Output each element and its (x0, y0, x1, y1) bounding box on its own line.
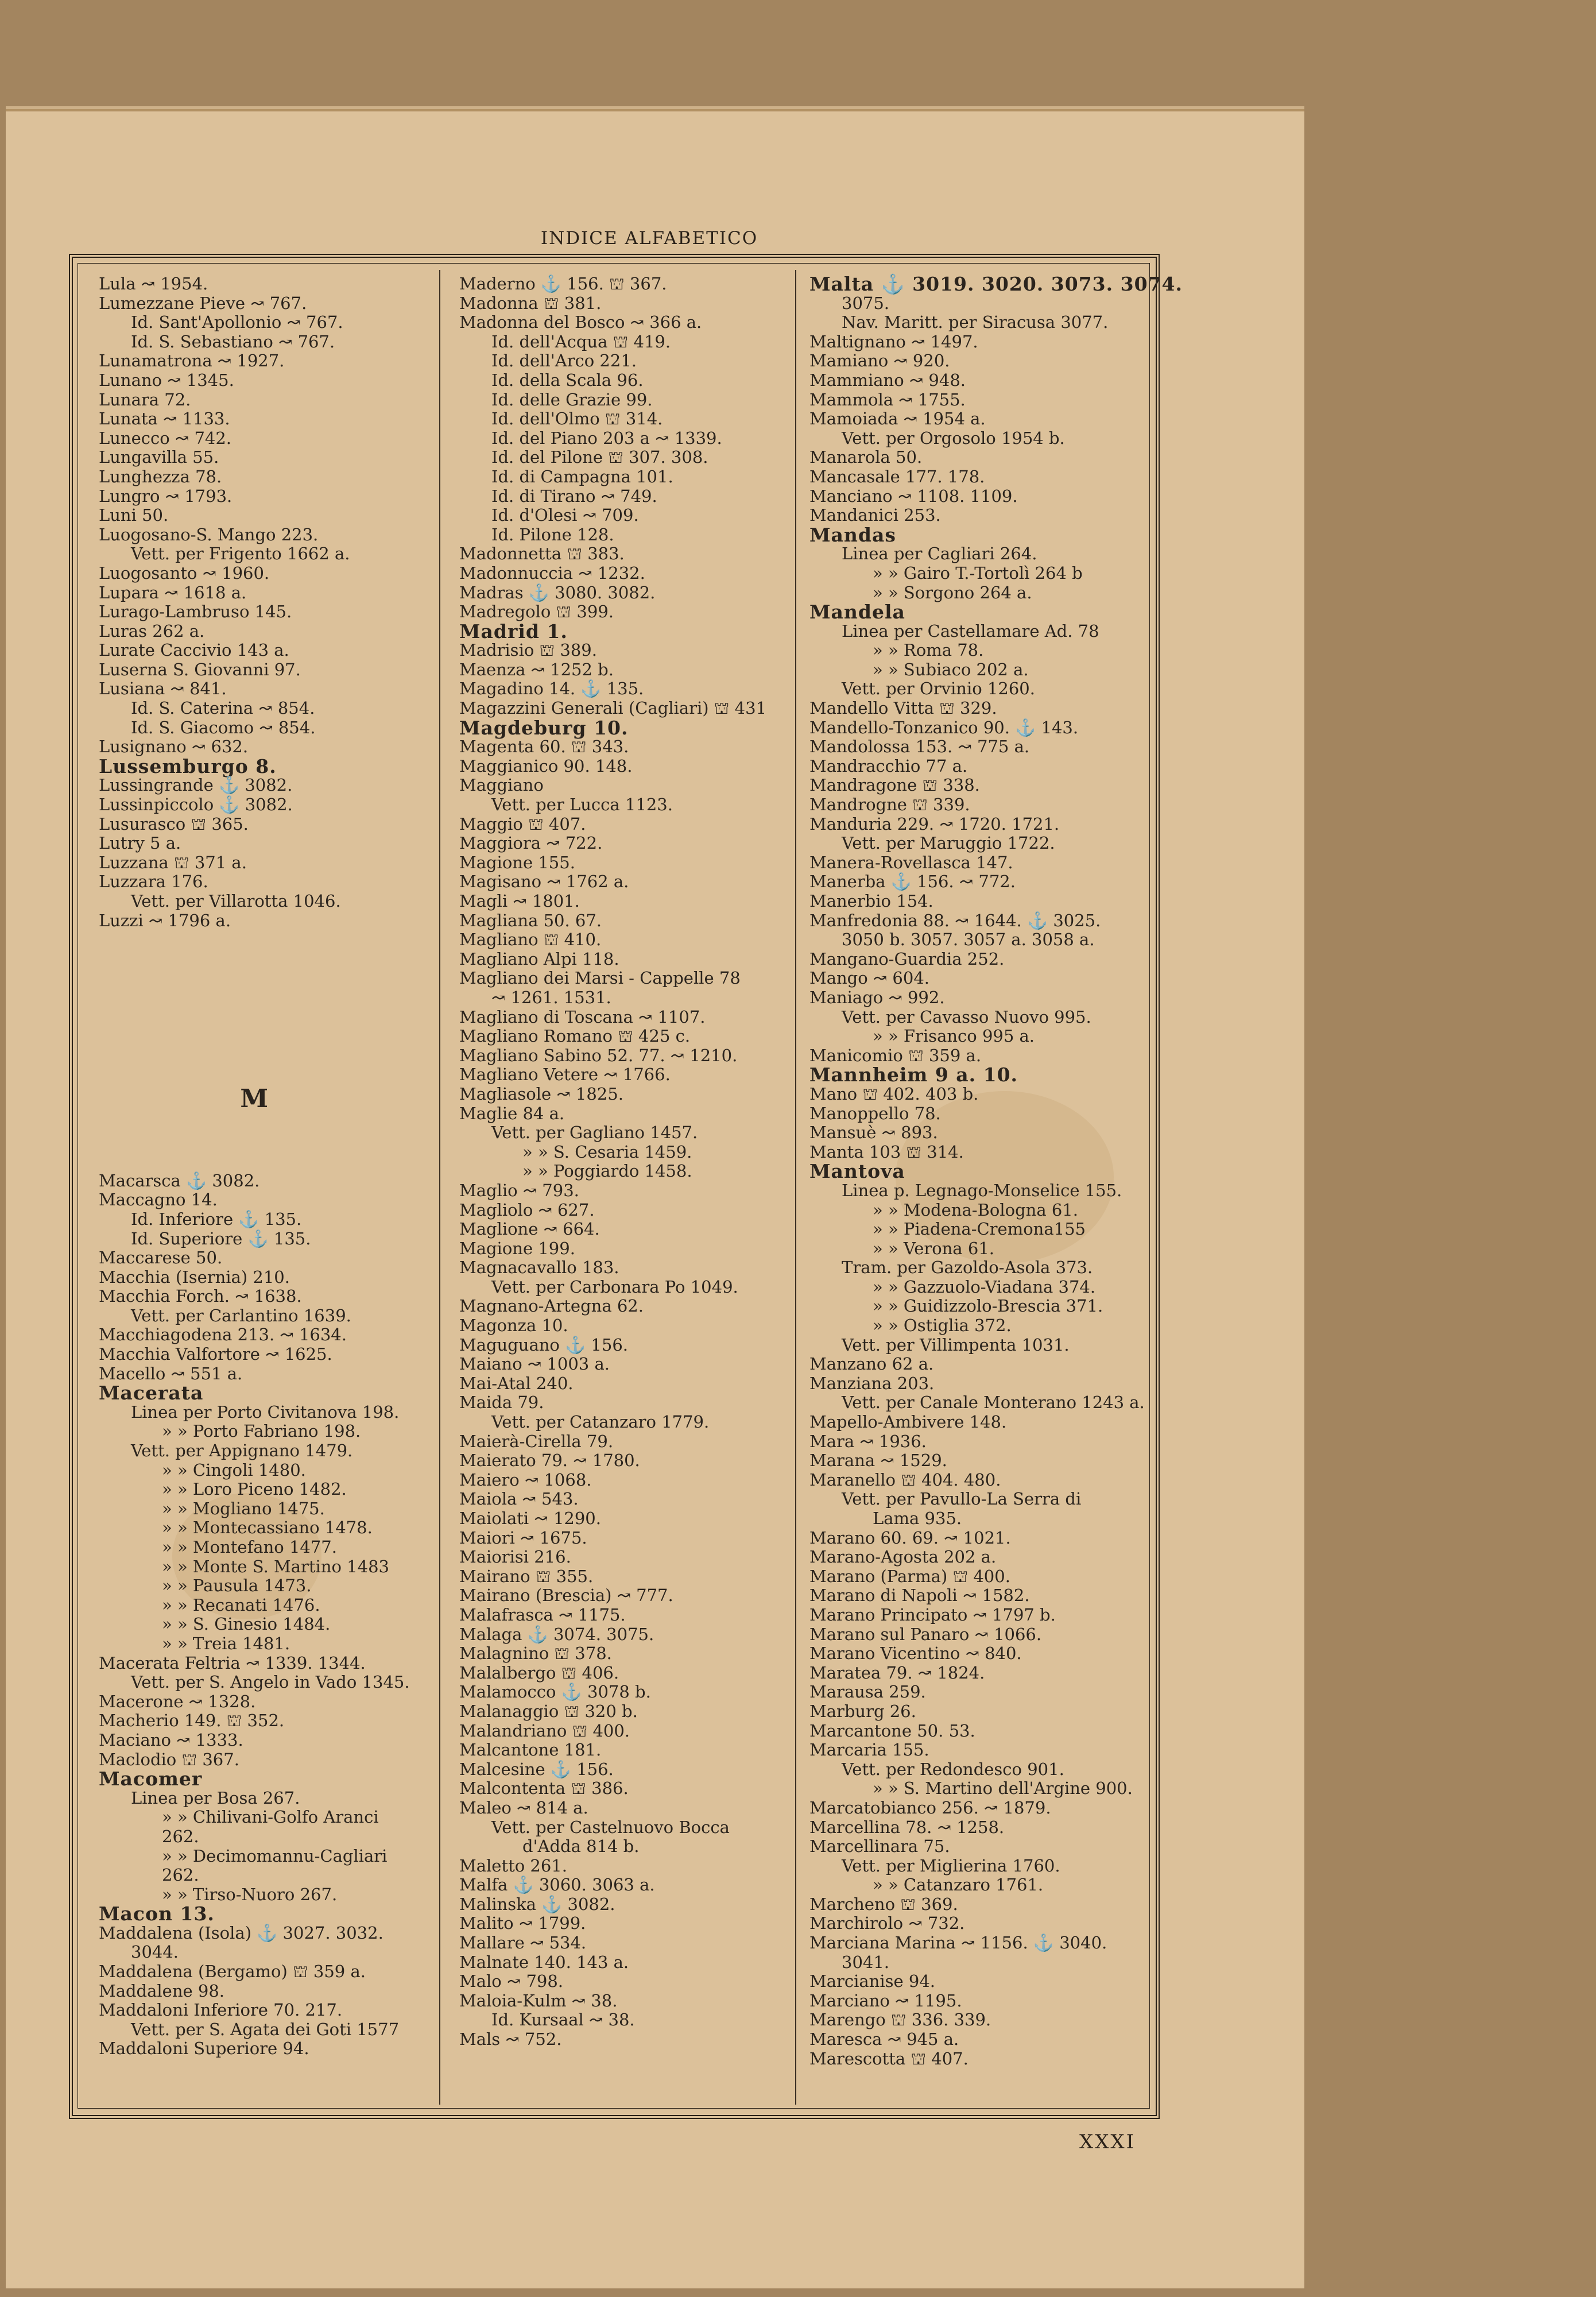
index-entry: Luogosano-S. Mango 223. (99, 524, 319, 544)
index-entry: ↝ 1261. 1531. (491, 987, 611, 1007)
index-entry: 3050 b. 3057. 3057 a. 3058 a. (842, 930, 1095, 950)
index-entry: » » Subiaco 202 a. (873, 659, 1029, 679)
index-entry: Mandolossa 153. ↝ 775 a. (809, 737, 1030, 757)
index-entry: Malanaggio ⛫ 320 b. (459, 1701, 638, 1721)
index-entry: Luni 50. (99, 505, 169, 525)
index-entry: d'Adda 814 b. (522, 1836, 640, 1857)
index-entry: Luogosanto ↝ 1960. (99, 563, 270, 583)
index-entry: Malcontenta ⛫ 386. (459, 1778, 629, 1799)
index-entry: Macherio 149. ⛫ 352. (99, 1711, 285, 1731)
index-entry: 3075. (842, 293, 890, 313)
index-entry: Lunano ↝ 1345. (99, 370, 234, 390)
index-entry: Magliano Vetere ↝ 1766. (459, 1065, 671, 1085)
index-entry: Luzzi ↝ 1796 a. (99, 910, 231, 930)
index-entry: Mammiano ↝ 948. (809, 370, 966, 390)
index-entry: » » Monte S. Martino 1483 (162, 1556, 389, 1576)
index-entry: Marano di Napoli ↝ 1582. (809, 1586, 1030, 1606)
index-entry: Malo ↝ 798. (459, 1971, 564, 1991)
index-entry: Mapello-Ambivere 148. (809, 1412, 1007, 1432)
index-entry: » » Pausula 1473. (162, 1576, 312, 1596)
index-entry: Manta 103 ⛫ 314. (809, 1142, 964, 1162)
index-entry: Magliano Romano ⛫ 425 c. (459, 1026, 691, 1046)
index-entry: Maggiora ↝ 722. (459, 833, 603, 853)
index-entry: Lurate Caccivio 143 a. (99, 640, 289, 660)
index-entry: Mals ↝ 752. (459, 2029, 562, 2049)
index-entry: Maniago ↝ 992. (809, 987, 945, 1007)
index-entry: Malaga ⚓ 3074. 3075. (459, 1624, 654, 1644)
index-entry: Vett. per S. Angelo in Vado 1345. (131, 1672, 410, 1692)
index-entry: Vett. per Gagliano 1457. (491, 1123, 698, 1143)
index-entry: Lunamatrona ↝ 1927. (99, 351, 285, 371)
index-entry: » » Frisanco 995 a. (873, 1026, 1035, 1046)
index-entry: Manziana 203. (809, 1373, 935, 1393)
index-entry: » » Guidizzolo-Brescia 371. (873, 1296, 1103, 1316)
index-entry: » » Gazzuolo-Viadana 374. (873, 1277, 1096, 1297)
index-entry: Magnacavallo 183. (459, 1258, 619, 1278)
index-entry: Maggio ⛫ 407. (459, 814, 586, 834)
index-entry: Lusiana ↝ 841. (99, 679, 227, 699)
index-entry: Vett. per Miglierina 1760. (842, 1855, 1060, 1876)
index-entry: Malalbergo ⛫ 406. (459, 1662, 619, 1683)
index-entry: Mancasale 177. 178. (809, 466, 985, 486)
index-entry: Marano Vicentino ↝ 840. (809, 1644, 1022, 1664)
index-entry: Macchia Forch. ↝ 1638. (99, 1286, 302, 1306)
index-entry: Lumezzane Pieve ↝ 767. (99, 293, 307, 313)
index-entry: Maddaloni Inferiore 70. 217. (99, 2000, 343, 2020)
index-entry: Malnate 140. 143 a. (459, 1952, 629, 1972)
index-entry: M (240, 1084, 269, 1113)
index-entry: Manicomio ⛫ 359 a. (809, 1045, 982, 1065)
index-entry: Manerbio 154. (809, 891, 933, 911)
index-entry: Id. d'Olesi ↝ 709. (491, 505, 639, 525)
index-entry: Maiolati ↝ 1290. (459, 1509, 601, 1528)
index-entry: Marburg 26. (809, 1701, 916, 1721)
index-entry: Marchirolo ↝ 732. (809, 1913, 965, 1933)
index-entry: Maleo ↝ 814 a. (459, 1797, 588, 1818)
index-entry: Malfa ⚓ 3060. 3063 a. (459, 1875, 655, 1895)
index-entry: Maloia-Kulm ↝ 38. (459, 1990, 618, 2010)
index-entry: Mansuè ↝ 893. (809, 1123, 938, 1143)
index-entry: » » Gairo T.-Tortolì 264 b (873, 563, 1083, 583)
index-column-1 (99, 274, 410, 2059)
index-entry: Vett. per Appignano 1479. (131, 1441, 353, 1461)
index-entry: Marcellinara 75. (809, 1836, 950, 1857)
index-entry: Lungro ↝ 1793. (99, 486, 233, 506)
index-entry: Vett. per Lucca 1123. (491, 795, 673, 815)
index-entry: Mannheim 9 a. 10. (809, 1064, 1018, 1086)
index-entry: Magliano ⛫ 410. (459, 930, 602, 950)
index-entry (99, 930, 410, 950)
index-entry: Marano Principato ↝ 1797 b. (809, 1604, 1056, 1625)
index-entry: Vett. per Carbonara Po 1049. (491, 1277, 738, 1297)
index-entry: Id. del Pilone ⛫ 307. 308. (491, 447, 708, 467)
index-entry: Luras 262 a. (99, 621, 205, 641)
index-entry (99, 1113, 410, 1133)
index-entry: » » Catanzaro 1761. (873, 1875, 1044, 1895)
column-divider (795, 270, 796, 2105)
index-entry: Maiola ↝ 543. (459, 1489, 579, 1509)
index-entry: Nav. Maritt. per Siracusa 3077. (842, 312, 1109, 332)
index-entry: Lutry 5 a. (99, 833, 181, 853)
index-entry: Maida 79. (459, 1393, 544, 1413)
index-entry: Mandela (809, 601, 905, 624)
index-entry (99, 969, 410, 988)
index-entry: Mango ↝ 604. (809, 968, 929, 988)
index-entry: Madras ⚓ 3080. 3082. (459, 582, 656, 602)
index-entry: Maratea 79. ↝ 1824. (809, 1662, 985, 1683)
index-entry: Marcianise 94. (809, 1971, 935, 1991)
index-entry: Malito ↝ 1799. (459, 1913, 586, 1933)
index-entry: Marcellina 78. ↝ 1258. (809, 1817, 1005, 1837)
index-entry: Id. S. Giacomo ↝ 854. (131, 717, 316, 737)
index-entry: Macchiagodena 213. ↝ 1634. (99, 1325, 347, 1345)
index-entry: Marengo ⛫ 336. 339. (809, 2010, 991, 2030)
index-entry: Magliano Alpi 118. (459, 949, 619, 969)
index-entry: Maggiano (459, 775, 544, 795)
index-entry: Maresca ↝ 945 a. (809, 2029, 959, 2049)
index-entry: » » Porto Fabriano 198. (162, 1421, 361, 1441)
index-entry: Madrid 1. (459, 620, 568, 643)
index-entry: Magisano ↝ 1762 a. (459, 872, 629, 892)
index-entry: Lunecco ↝ 742. (99, 428, 232, 448)
index-entry: Id. di Tirano ↝ 749. (491, 486, 657, 506)
index-entry: Marano 60. 69. ↝ 1021. (809, 1528, 1011, 1548)
index-entry: Tram. per Gazoldo-Asola 373. (842, 1258, 1093, 1278)
index-entry: Vett. per Villimpenta 1031. (842, 1335, 1070, 1355)
index-entry: Magliasole ↝ 1825. (459, 1084, 623, 1104)
index-entry: Mantova (809, 1160, 905, 1183)
index-entry: Vett. per Villarotta 1046. (131, 891, 341, 911)
index-entry: Marcantone 50. 53. (809, 1720, 975, 1741)
index-entry (99, 1046, 410, 1066)
index-entry: Mallare ↝ 534. (459, 1933, 587, 1953)
index-entry: Maierà-Cirella 79. (459, 1431, 614, 1451)
index-entry: Maierato 79. ↝ 1780. (459, 1451, 640, 1471)
index-entry: Manerba ⚓ 156. ↝ 772. (809, 872, 1016, 892)
index-entry: Manfredonia 88. ↝ 1644. ⚓ 3025. (809, 910, 1101, 930)
index-entry: Vett. per Frigento 1662 a. (131, 544, 350, 564)
index-entry: Macchia Valfortore ↝ 1625. (99, 1344, 332, 1364)
index-entry: Maddalena (Isola) ⚓ 3027. 3032. (99, 1923, 383, 1943)
index-column-2 (459, 274, 766, 2049)
index-entry: Madonna del Bosco ↝ 366 a. (459, 312, 702, 332)
index-entry: Marescotta ⛫ 407. (809, 2048, 969, 2068)
index-entry: Vett. per Castelnuovo Bocca (491, 1817, 730, 1837)
index-entry: Mara ↝ 1936. (809, 1431, 927, 1451)
index-entry: » » Piadena-Cremona155 (873, 1219, 1086, 1239)
index-entry: 3041. (842, 1952, 890, 1972)
index-entry: Mandello-Tonzanico 90. ⚓ 143. (809, 717, 1079, 737)
index-entry: Maltignano ↝ 1497. (809, 331, 978, 351)
index-entry: Mairano (Brescia) ↝ 777. (459, 1586, 673, 1606)
index-entry: Magliolo ↝ 627. (459, 1200, 595, 1220)
index-entry: » » Chilivani-Golfo Aranci (162, 1807, 379, 1827)
index-entry: Maddaloni Superiore 94. (99, 2039, 309, 2059)
index-entry: Manciano ↝ 1108. 1109. (809, 486, 1018, 506)
index-entry: Lunata ↝ 1133. (99, 409, 230, 429)
index-entry: Mano ⛫ 402. 403 b. (809, 1084, 979, 1104)
index-entry: Vett. per Maruggio 1722. (842, 833, 1055, 853)
index-entry: Vett. per Cavasso Nuovo 995. (842, 1007, 1091, 1027)
index-entry: Magadino 14. ⚓ 135. (459, 679, 644, 699)
index-entry: Magazzini Generali (Cagliari) ⛫ 431 (459, 698, 767, 718)
index-entry: Malta ⚓ 3019. 3020. 3073. 3074. (809, 273, 1183, 295)
index-entry: Magonza 10. (459, 1316, 568, 1336)
index-entry: Id. Kursaal ↝ 38. (491, 2010, 635, 2030)
index-entry: Vett. per S. Agata dei Goti 1577 (131, 2019, 400, 2039)
index-column-3 (809, 274, 1183, 2068)
index-entry: Linea per Castellamare Ad. 78 (842, 621, 1099, 641)
index-entry: » » Poggiardo 1458. (522, 1161, 692, 1181)
index-entry: Mandello Vitta ⛫ 329. (809, 698, 997, 718)
index-entry: Malcantone 181. (459, 1740, 602, 1760)
index-entry: Id. Pilone 128. (491, 524, 614, 544)
index-entry: Maderno ⚓ 156. ⛫ 367. (459, 274, 667, 293)
index-entry: Marciana Marina ↝ 1156. ⚓ 3040. (809, 1933, 1107, 1953)
index-entry: Id. S. Caterina ↝ 854. (131, 698, 315, 718)
index-entry: » » Verona 61. (873, 1238, 994, 1258)
index-entry: Id. Superiore ⚓ 135. (131, 1228, 311, 1248)
index-entry: Maddalena (Bergamo) ⛫ 359 a. (99, 1962, 366, 1982)
index-entry: Lussemburgo 8. (99, 755, 277, 778)
index-entry: Lama 935. (873, 1509, 962, 1528)
index-entry: Mandracchio 77 a. (809, 756, 968, 776)
index-entry: Magnano-Artegna 62. (459, 1296, 644, 1316)
index-entry: Magdeburg 10. (459, 716, 629, 739)
index-entry: Mai-Atal 240. (459, 1373, 574, 1393)
index-entry: Maiero ↝ 1068. (459, 1470, 592, 1490)
index-entry: Lurago-Lambruso 145. (99, 602, 292, 622)
index-entry: Id. della Scala 96. (491, 370, 644, 390)
index-entry: Magliano dei Marsi - Cappelle 78 (459, 968, 741, 988)
index-entry: Madonnuccia ↝ 1232. (459, 563, 645, 583)
index-entry: Linea per Porto Civitanova 198. (131, 1402, 400, 1422)
column-divider (439, 270, 440, 2105)
index-entry: Vett. per Carlantino 1639. (131, 1305, 351, 1325)
index-entry: Linea p. Legnago-Monselice 155. (842, 1180, 1122, 1200)
index-entry: Id. dell'Acqua ⛫ 419. (491, 331, 671, 351)
index-entry: Mandragone ⛫ 338. (809, 775, 980, 795)
index-entry: Maguguano ⚓ 156. (459, 1335, 629, 1355)
index-entry: Maglione ↝ 664. (459, 1219, 600, 1239)
index-entry: Mangano-Guardia 252. (809, 949, 1005, 969)
index-entry: Maciano ↝ 1333. (99, 1730, 243, 1750)
index-entry: Id. Inferiore ⚓ 135. (131, 1209, 302, 1229)
index-entry: » » Montecassiano 1478. (162, 1518, 373, 1538)
index-entry: Lusignano ↝ 632. (99, 737, 249, 757)
index-entry: Malamocco ⚓ 3078 b. (459, 1682, 651, 1702)
index-entry: Macchia (Isernia) 210. (99, 1267, 290, 1287)
index-entry (99, 1152, 410, 1171)
index-entry: Maddalene 98. (99, 1981, 225, 2001)
index-entry: Maiorisi 216. (459, 1547, 571, 1567)
index-entry: Luserna S. Giovanni 97. (99, 659, 301, 679)
index-entry: Maglio ↝ 793. (459, 1180, 579, 1200)
index-entry: Magliano Sabino 52. 77. ↝ 1210. (459, 1045, 738, 1065)
index-entry: Lungavilla 55. (99, 447, 219, 467)
index-entry: Linea per Bosa 267. (131, 1788, 300, 1808)
index-entry: Vett. per Orgosolo 1954 b. (842, 428, 1065, 448)
index-entry: » » S. Martino dell'Argine 900. (873, 1778, 1133, 1799)
index-entry: Manoppello 78. (809, 1103, 941, 1123)
index-entry: Vett. per Catanzaro 1779. (491, 1412, 710, 1432)
index-entry: Id. Sant'Apollonio ↝ 767. (131, 312, 343, 332)
index-entry: Vett. per Pavullo-La Serra di (842, 1489, 1082, 1509)
index-entry: Magli ↝ 1801. (459, 891, 580, 911)
index-entry: Maletto 261. (459, 1855, 567, 1876)
index-entry (99, 1027, 410, 1046)
index-entry: Lunara 72. (99, 389, 191, 409)
index-entry: Vett. per Canale Monterano 1243 a. (842, 1393, 1145, 1413)
index-entry: Lunghezza 78. (99, 466, 222, 486)
index-entry: Mamoiada ↝ 1954 a. (809, 409, 986, 429)
index-entry: Vett. per Redondesco 901. (842, 1759, 1064, 1779)
index-entry: Magione 155. (459, 852, 575, 872)
index-entry: » » Mogliano 1475. (162, 1498, 325, 1518)
index-entry: Macello ↝ 551 a. (99, 1363, 243, 1383)
index-entry: Macarsca ⚓ 3082. (99, 1170, 260, 1190)
index-entry: Malinska ⚓ 3082. (459, 1894, 615, 1914)
index-entry: Madonna ⛫ 381. (459, 293, 602, 313)
index-entry: Mandas (809, 523, 896, 546)
index-entry: Maccagno 14. (99, 1190, 218, 1210)
index-entry: Id. delle Grazie 99. (491, 389, 653, 409)
index-entry: » » Modena-Bologna 61. (873, 1200, 1078, 1220)
page-number: XXXI (1079, 2130, 1136, 2153)
index-entry: Manzano 62 a. (809, 1354, 934, 1374)
index-entry (99, 1133, 410, 1153)
index-entry: Lusurasco ⛫ 365. (99, 814, 249, 834)
index-entry: Manarola 50. (809, 447, 923, 467)
index-entry: Mandrogne ⛫ 339. (809, 795, 970, 815)
index-entry: Luzzana ⛫ 371 a. (99, 852, 247, 872)
index-entry: Id. dell'Arco 221. (491, 351, 637, 371)
index-entry: Marana ↝ 1529. (809, 1451, 947, 1471)
index-entry: » » Sorgono 264 a. (873, 582, 1032, 602)
index-entry: » » Roma 78. (873, 640, 984, 660)
index-entry: Lussinpiccolo ⚓ 3082. (99, 795, 293, 815)
index-entry: Maccarese 50. (99, 1248, 223, 1268)
index-entry: Lupara ↝ 1618 a. (99, 582, 247, 602)
index-entry: » » Cingoli 1480. (162, 1460, 306, 1480)
index-entry: 3044. (131, 1942, 179, 1962)
index-entry: Magliana 50. 67. (459, 910, 602, 930)
index-entry: » » S. Cesaria 1459. (522, 1142, 692, 1162)
index-entry: Malagnino ⛫ 378. (459, 1644, 612, 1664)
index-entry (99, 988, 410, 1008)
index-entry: Magliano di Toscana ↝ 1107. (459, 1007, 706, 1027)
index-entry: Id. del Piano 203 a ↝ 1339. (491, 428, 722, 448)
index-entry: Vett. per Orvinio 1260. (842, 679, 1035, 699)
index-entry: Maranello ⛫ 404. 480. (809, 1470, 1001, 1490)
index-entry: Macomer (99, 1768, 203, 1791)
index-entry: » » Treia 1481. (162, 1633, 290, 1653)
index-entry: Lula ↝ 1954. (99, 274, 208, 293)
index-entry: Marano (Parma) ⛫ 400. (809, 1566, 1010, 1586)
index-entry: 262. (162, 1826, 199, 1846)
index-entry: Marano-Agosta 202 a. (809, 1547, 997, 1567)
index-entry: Macerone ↝ 1328. (99, 1691, 256, 1711)
page-header: INDICE ALFABETICO (540, 228, 758, 249)
index-entry: Maiano ↝ 1003 a. (459, 1354, 610, 1374)
index-entry: Mammola ↝ 1755. (809, 389, 966, 409)
index-entry: Maglie 84 a. (459, 1103, 565, 1123)
index-entry: Magione 199. (459, 1238, 575, 1258)
index-entry: Maggianico 90. 148. (459, 756, 633, 776)
index-entry (99, 1008, 410, 1027)
index-entry: Macerata Feltria ↝ 1339. 1344. (99, 1653, 366, 1673)
index-entry: Marausa 259. (809, 1682, 926, 1702)
index-entry: Marciano ↝ 1195. (809, 1990, 962, 2010)
index-entry (99, 950, 410, 969)
index-entry: » » Decimomannu-Cagliari (162, 1846, 388, 1866)
index-entry (99, 1065, 410, 1085)
index-entry: Macerata (99, 1382, 204, 1405)
index-entry: Madregolo ⛫ 399. (459, 602, 614, 622)
index-entry: 262. (162, 1865, 199, 1885)
index-entry: Maiori ↝ 1675. (459, 1528, 587, 1548)
index-entry: Id. dell'Olmo ⛫ 314. (491, 409, 663, 429)
index-entry: » » Loro Piceno 1482. (162, 1479, 347, 1499)
index-entry: Mairano ⛫ 355. (459, 1566, 594, 1586)
index-entry: Macon 13. (99, 1902, 215, 1925)
index-entry: Luzzara 176. (99, 872, 208, 892)
index-entry: Manera-Rovellasca 147. (809, 852, 1013, 872)
index-entry: Linea per Cagliari 264. (842, 544, 1037, 564)
index-entry: » » Montefano 1477. (162, 1537, 337, 1557)
index-entry: Maenza ↝ 1252 b. (459, 659, 614, 679)
index-entry: Mandanici 253. (809, 505, 941, 525)
index-entry: » » S. Ginesio 1484. (162, 1614, 331, 1634)
index-entry: » » Ostiglia 372. (873, 1316, 1012, 1336)
index-entry: » » Recanati 1476. (162, 1595, 320, 1615)
index-entry: » » Tirso-Nuoro 267. (162, 1884, 338, 1904)
index-entry: Lussingrande ⚓ 3082. (99, 775, 293, 795)
index-entry: Malafrasca ↝ 1175. (459, 1604, 626, 1625)
index-entry: Marcheno ⛫ 369. (809, 1894, 958, 1914)
index-entry: Manduria 229. ↝ 1720. 1721. (809, 814, 1060, 834)
index-entry: Marcatobianco 256. ↝ 1879. (809, 1797, 1051, 1818)
index-entry: Mamiano ↝ 920. (809, 351, 950, 371)
index-entry: Magenta 60. ⛫ 343. (459, 737, 629, 757)
index-entry: Marcaria 155. (809, 1740, 929, 1760)
index-entry: Id. di Campagna 101. (491, 466, 673, 486)
index-entry: Malandriano ⛫ 400. (459, 1720, 630, 1741)
index-entry: Madonnetta ⛫ 383. (459, 544, 625, 564)
index-entry: Madrisio ⛫ 389. (459, 640, 597, 660)
index-entry: Marano sul Panaro ↝ 1066. (809, 1624, 1042, 1644)
index-entry: Malcesine ⚓ 156. (459, 1759, 614, 1779)
index-entry: Maclodio ⛫ 367. (99, 1749, 239, 1769)
index-entry: Id. S. Sebastiano ↝ 767. (131, 331, 335, 351)
